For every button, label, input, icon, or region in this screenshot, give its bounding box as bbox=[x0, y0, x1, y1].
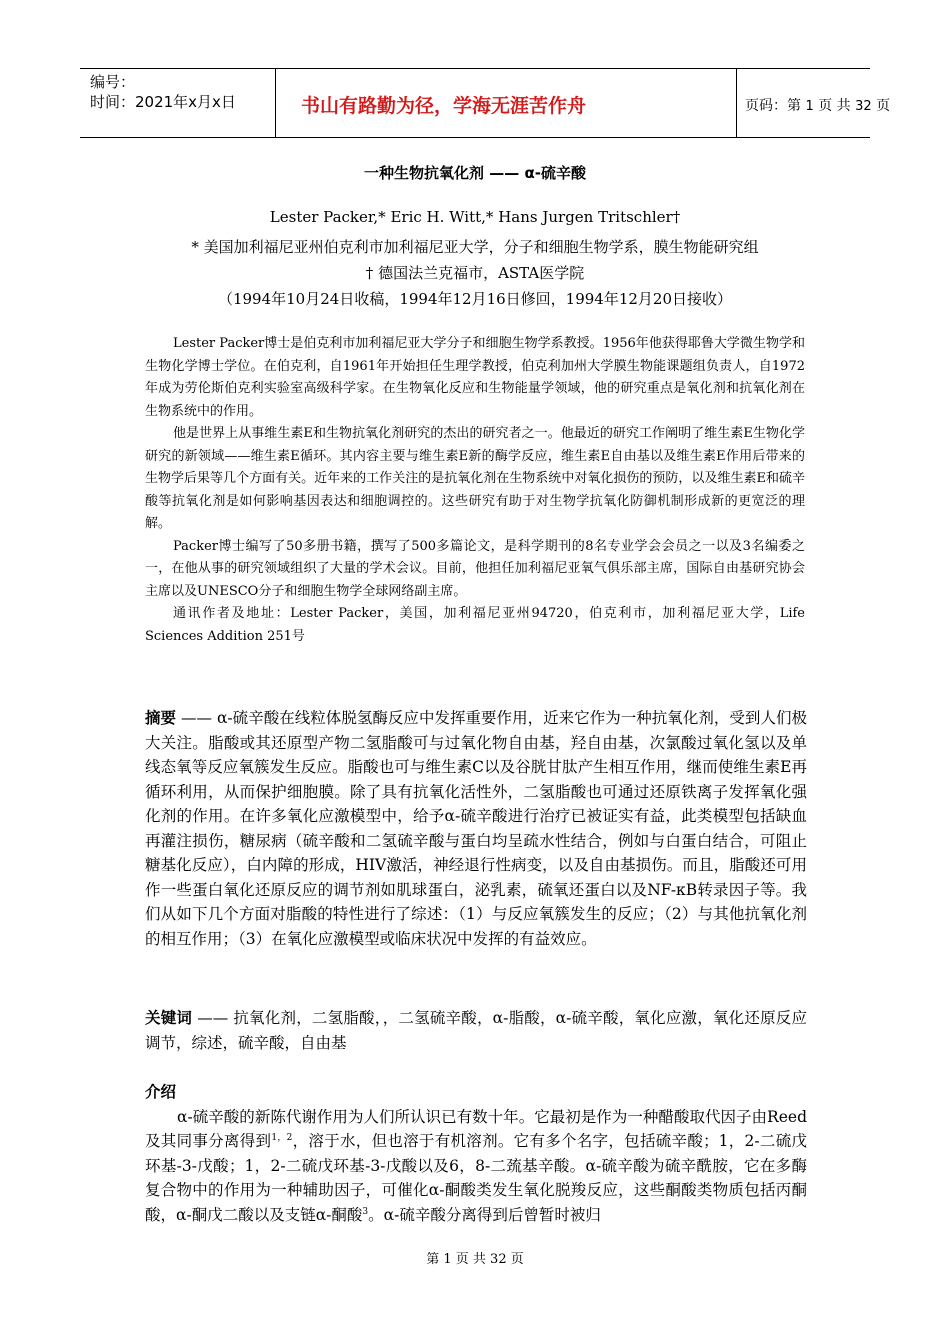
intro-paragraph bbox=[145, 1105, 807, 1228]
bio-paragraph-2: 他是世界上从事维生素E和生物抗氧化剂研究的杰出的研究者之一。他最近的研究工作阐明了维生素E生物化学研究的新领域——维生素E循环。其内容主要与维生素E新的酶学反应，维生素E自由基以及维生素E作用后带来的生物学后果等几个方面有关。近年来的工作关注的是抗氧化剂在生物系统中对氧化损伤的预防，以及维生素E和硫辛酸等抗氧化剂是如何影响基因表达和细胞调控的。这些研究有助于对生物学抗氧化防御机制形成新的更宽泛的理解。 bbox=[145, 426, 805, 531]
author-bio bbox=[145, 333, 805, 648]
keywords bbox=[145, 1006, 807, 1055]
intro-ref-b: 3 bbox=[362, 1206, 369, 1217]
page-footer: 第 1 页 共 32 页 bbox=[426, 1252, 524, 1267]
intro-text-b: ，溶于水，但也溶于有机溶剂。它有多个名字，包括硫辛酸；1，2-二硫戊环基-3-戊酸；1，2-二硫戊环基-3-戊酸以及6，8-二巯基辛酸。α-硫辛酸为硫辛酰胺，它在多酶复合物中的作用为一种辅助因子，可催化α-酮酸类发生氧化脱羧反应，这些酮酸类物质包括丙酮酸，α-酮戊二酸以及支链α-酮酸 bbox=[145, 1132, 807, 1224]
intro-text-c: 。α-硫辛酸分离得到后曾暂时被归 bbox=[368, 1205, 601, 1224]
intro-ref-a: 1，2 bbox=[271, 1132, 293, 1143]
page-header bbox=[80, 68, 891, 138]
article-title: 一种生物抗氧化剂 —— α-硫辛酸 bbox=[364, 164, 586, 182]
keywords-text: —— 抗氧化剂，二氢脂酸，，二氢硫辛酸，α-脂酸，α-硫辛酸，氧化应激，氧化还原反应调节，综述，硫辛酸，自由基 bbox=[145, 1009, 807, 1052]
page-prefix: 页码：第 bbox=[745, 98, 801, 114]
received-dates: （1994年10月24日收稿，1994年12月16日修回，1994年12月20日接收） bbox=[217, 290, 733, 308]
affiliation-1: * 美国加利福尼亚州伯克利市加利福尼亚大学，分子和细胞生物学系，膜生物能研究组 bbox=[191, 238, 759, 256]
header-meta bbox=[90, 72, 236, 112]
bio-paragraph-3: Packer博士编写了50多册书籍，撰写了500多篇论文，是科学期刊的8名专业学会会员之一以及3名编委之一，在他从事的研究领域组织了大量的学术会议。目前，他担任加利福尼亚氧气俱乐部主席，国际自由基研究协会主席以及UNESCO分子和细胞生物学全球网络副主席。 bbox=[145, 538, 805, 599]
bio-paragraph-1: Lester Packer博士是伯克利市加利福尼亚大学分子和细胞生物学系教授。1956年他获得耶鲁大学微生物学和生物化学博士学位。在伯克利，自1961年开始担任生理学教授，伯克利加州大学膜生物能课题组负责人，自1972年成为劳伦斯伯克利实验室高级科学家。在生物氧化反应和生物能量学领域，他的研究重点是氧化剂和抗氧化剂在生物系统中的作用。 bbox=[145, 336, 805, 419]
intro-heading: 介绍 bbox=[145, 1083, 177, 1101]
keywords-label: 关键词 bbox=[145, 1009, 193, 1027]
page-mid: 页 共 bbox=[818, 98, 851, 114]
motto: 书山有路勤为径，学海无涯苦作舟 bbox=[301, 95, 587, 117]
page-current: 1 bbox=[805, 99, 814, 114]
bio-paragraph-4: 通讯作者及地址：Lester Packer，美国，加利福尼亚州94720，伯克利市，加利福尼亚大学，Life Sciences Addition 251号 bbox=[145, 606, 805, 644]
abstract-text: —— α-硫辛酸在线粒体脱氢酶反应中发挥重要作用，近来它作为一种抗氧化剂，受到人们极大关注。脂酸或其还原型产物二氢脂酸可与过氧化物自由基，羟自由基，次氯酸过氧化氢以及单线态氧等反应氧簇发生反应。脂酸也可与维生素C以及谷胱甘肽产生相互作用，继而使维生素E再循环利用，从而保护细胞膜。除了具有抗氧化活性外，二氢脂酸也可通过还原铁离子发挥氧化强化剂的作用。在许多氧化应激模型中，给予α-硫辛酸进行治疗已被证实有益，此类模型包括缺血再灌注损伤，糖尿病（硫辛酸和二氢硫辛酸与蛋白均呈疏水性结合，例如与白蛋白结合，可阻止糖基化反应），白内障的形成，HIV激活，神经退行性病变，以及自由基损伤。而且，脂酸还可用作一些蛋白氧化还原反应的调节剂如肌球蛋白，泌乳素，硫氧还蛋白以及NF-κB转录因子等。我们从如下几个方面对脂酸的特性进行了综述：（1）与反应氧簇发生的反应；（2）与其他抗氧化剂的相互作用；（3）在氧化应激模型或临床状况中发挥的有益效应。 bbox=[145, 709, 807, 948]
intro-text-a: α-硫辛酸的新陈代谢作用为人们所认识已有数十年。它最初是作为一种醋酸取代因子由Reed及其同事分离得到 bbox=[145, 1107, 807, 1150]
abstract-label: 摘要 bbox=[145, 709, 177, 727]
introduction bbox=[145, 1080, 807, 1227]
page-suffix: 页 bbox=[876, 98, 891, 114]
page-total: 32 bbox=[855, 99, 872, 114]
authors: Lester Packer,* Eric H. Witt,* Hans Jurgen Tritschler† bbox=[269, 208, 681, 226]
time-label: 时间：2021年x月x日 bbox=[90, 93, 236, 111]
number-label: 编号： bbox=[90, 73, 136, 91]
affiliation-2: † 德国法兰克福市，ASTA医学院 bbox=[365, 264, 585, 282]
header-motto-cell bbox=[275, 69, 737, 137]
header-page-info bbox=[745, 95, 890, 115]
abstract bbox=[145, 706, 807, 951]
